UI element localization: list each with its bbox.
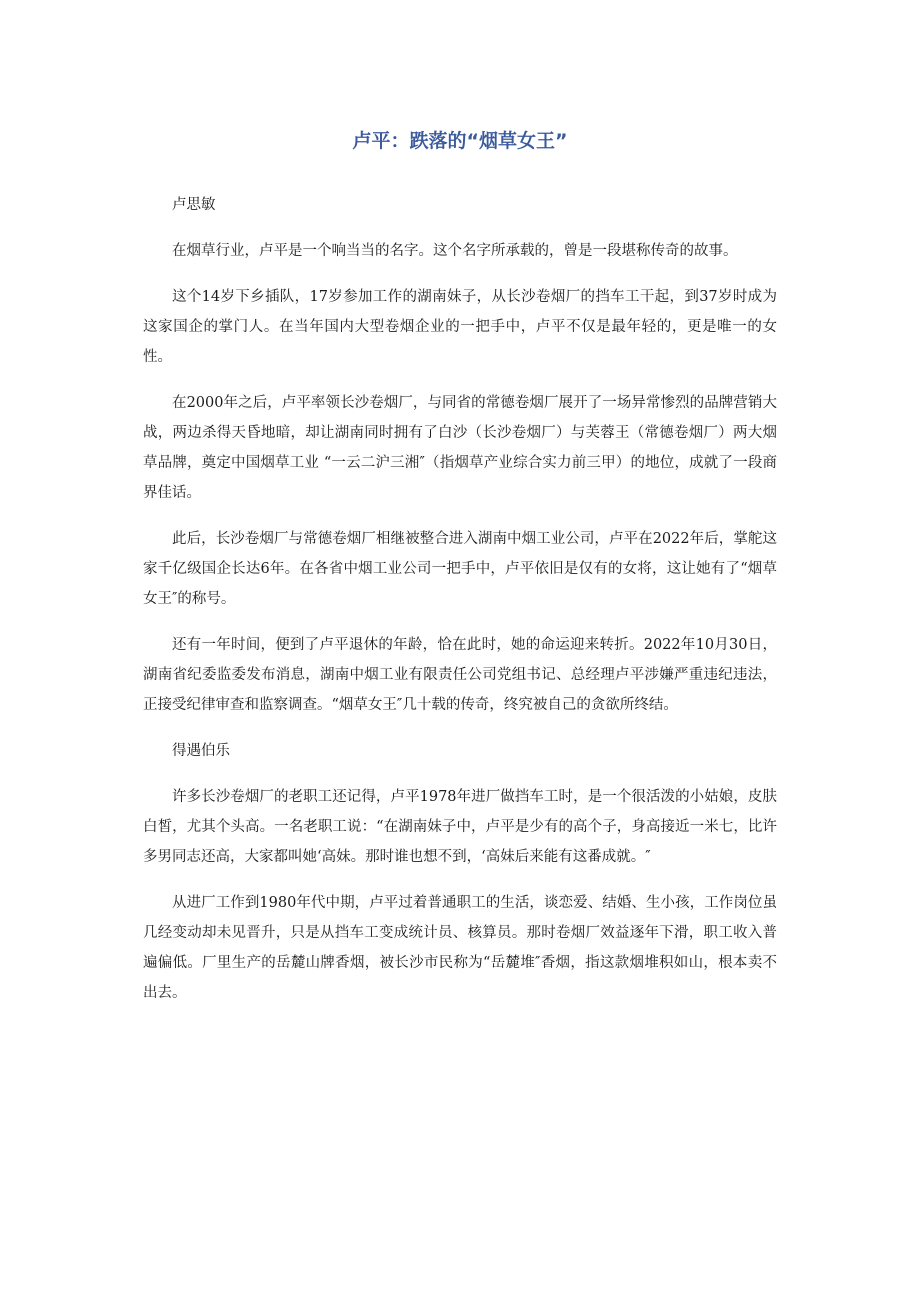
section-paragraph-2: 从进厂工作到1980年代中期，卢平过着普通职工的生活，谈恋爱、结婚、生小孩，工作岗位虽几经变动却未见晋升，只是从挡车工变成统计员、核算员。那时卷烟厂效益逐年下滑，职工收入普遍偏低。厂里生产的岳麓山牌香烟，被长沙市民称为“岳麓堆″香烟，指这款烟堆积如山，根本卖不出去。 [143, 895, 777, 1001]
paragraph-2: 这个14岁下乡插队，17岁参加工作的湖南妹子，从长沙卷烟厂的挡车工干起，到37岁时成为这家国企的掌门人。在当年国内大型卷烟企业的一把手中，卢平不仅是最年轻的，更是唯一的女性。 [143, 289, 777, 365]
paragraph-4: 此后，长沙卷烟厂与常德卷烟厂相继被整合进入湖南中烟工业公司，卢平在2022年后，掌舵这家千亿级国企长达6年。在各省中烟工业公司一把手中，卢平依旧是仅有的女将，这让她有了“烟草女王″的称号。 [143, 531, 777, 607]
paragraph-1: 在烟草行业，卢平是一个响当当的名字。这个名字所承载的，曾是一段堪称传奇的故事。 [172, 243, 738, 259]
paragraph-3: 在2000年之后，卢平率领长沙卷烟厂，与同省的常德卷烟厂展开了一场异常惨烈的品牌营销大战，两边杀得天昏地暗，却让湖南同时拥有了白沙（长沙卷烟厂）与芙蓉王（常德卷烟厂）两大烟草品牌，奠定中国烟草工业 “一云二沪三湘″（指烟草产业综合实力前三甲）的地位，成就了一段商界佳话。 [143, 395, 777, 501]
paragraph-5: 还有一年时间，便到了卢平退休的年龄，恰在此时，她的命运迎来转折。2022年10月30日，湖南省纪委监委发布消息，湖南中烟工业有限责任公司党组书记、总经理卢平涉嫌严重违纪违法，正接受纪律审查和监察调查。“烟草女王″几十载的传奇，终究被自己的贪欲所终结。 [143, 637, 777, 713]
article-title: 卢平：跌落的“烟草女王” [352, 130, 568, 152]
section-paragraph-1: 许多长沙卷烟厂的老职工还记得，卢平1978年进厂做挡车工时，是一个很活泼的小姑娘，皮肤白皙，尤其个头高。一名老职工说：“在湖南妹子中，卢平是少有的高个子，身高接近一米七，比许多男同志还高，大家都叫她‘高妹。那时谁也想不到，‘高妹后来能有这番成就。″ [143, 789, 777, 865]
article-author: 卢思敏 [172, 197, 216, 213]
section-heading: 得遇伯乐 [172, 743, 230, 759]
